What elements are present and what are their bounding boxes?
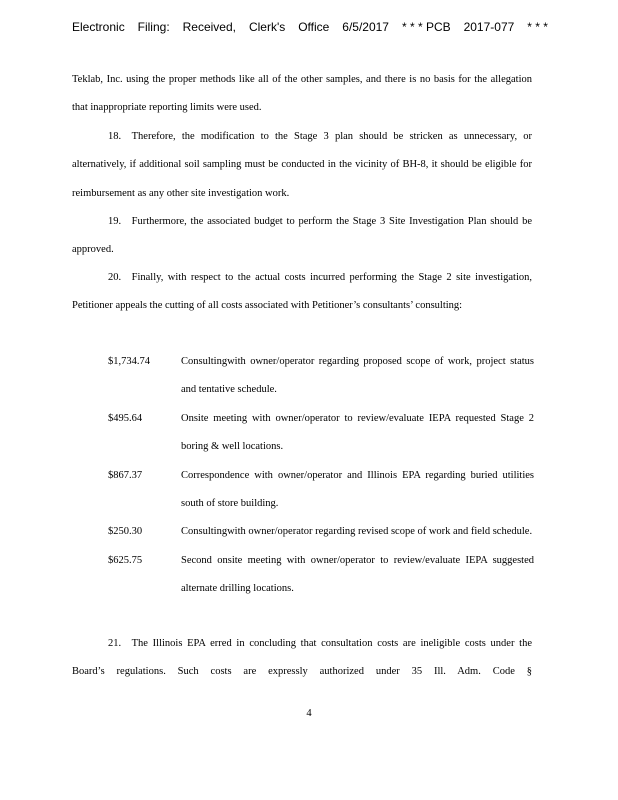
cost-item <box>108 348 534 405</box>
cost-description: Correspondence with owner/operator and Illinois EPA regarding buried utilities south of store building. <box>181 469 534 510</box>
paragraph-19: 19. Furthermore, the associated budget to perform the Stage 3 Site Investigation Plan should be approved. <box>72 216 532 256</box>
page-number: 4 <box>306 708 312 719</box>
header-part: Filing: <box>137 20 170 34</box>
cost-amount: $625.75 <box>108 554 143 566</box>
filing-header <box>72 20 548 34</box>
header-part: Electronic <box>72 20 125 34</box>
header-part: 2017-077 <box>463 20 515 34</box>
cost-amount: $867.37 <box>108 469 143 481</box>
cost-item <box>108 518 534 546</box>
cost-description: Onsite meeting with owner/operator to review/evaluate IEPA requested Stage 2 boring & well locations. <box>181 412 534 453</box>
paragraph-21: 21. The Illinois EPA erred in concluding that consultation costs are ineligible costs under the Board’s regulations. Such costs are expressly authorized under 35 Ill. Adm. Code § <box>72 638 532 678</box>
cost-description: Consultingwith owner/operator regarding proposed scope of work, project status and tentative schedule. <box>181 356 534 396</box>
cost-item <box>108 547 534 604</box>
header-part: Office <box>298 20 330 34</box>
header-part: * * * <box>527 20 548 34</box>
header-part: 6/5/2017 <box>342 20 389 34</box>
cost-amount: $1,734.74 <box>108 356 150 367</box>
cost-description: Second onsite meeting with owner/operator to review/evaluate IEPA suggested alternate drilling locations. <box>181 554 534 595</box>
cost-list <box>108 348 534 604</box>
cost-amount: $495.64 <box>108 412 143 424</box>
header-part: Clerk's <box>248 20 286 34</box>
header-part: Received, <box>182 20 236 34</box>
paragraph-continuation: Teklab, Inc. using the proper methods like all of the other samples, and there is no basis for the allegation that inappropriate reporting limits were used. <box>72 74 532 114</box>
header-part: * * * PCB <box>401 20 451 34</box>
paragraph-18: 18. Therefore, the modification to the Stage 3 plan should be stricken as unnecessary, or alternatively, if additional soil sampling must be conducted in the vicinity of BH-8, it should be eligible for reimbursement as any other site investigation work. <box>72 131 532 199</box>
cost-description: Consultingwith owner/operator regarding revised scope of work and field schedule. <box>181 526 533 538</box>
cost-amount: $250.30 <box>108 526 143 538</box>
paragraph-20: 20. Finally, with respect to the actual costs incurred performing the Stage 2 site investigation, Petitioner appeals the cutting of all costs associated with Petitioner’s consultants’ consulting: <box>72 272 532 312</box>
cost-item <box>108 462 534 519</box>
cost-item <box>108 405 534 462</box>
